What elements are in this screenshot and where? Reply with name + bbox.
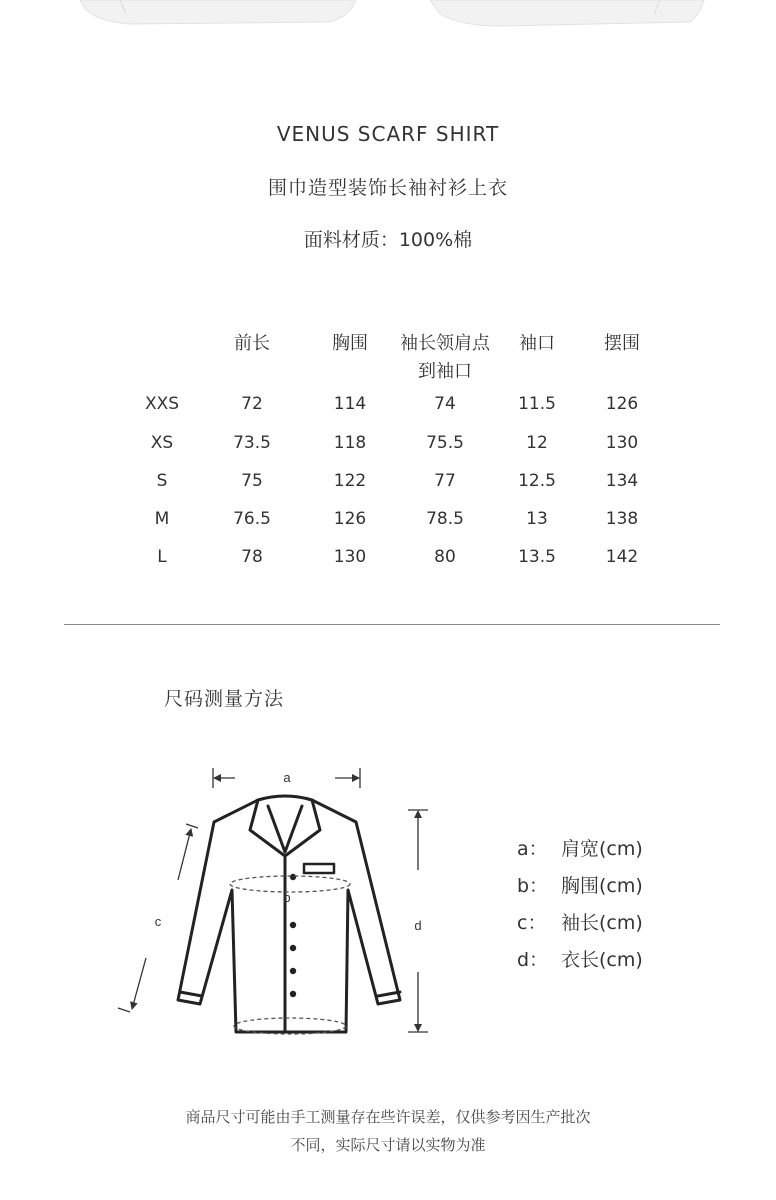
legend-item-d: d： 衣长(cm) <box>517 949 643 971</box>
measurement-title: 尺码测量方法 <box>164 688 285 710</box>
table-cell: 74 <box>434 394 456 414</box>
label-d: d <box>414 918 422 933</box>
table-cell: 134 <box>605 471 639 491</box>
legend-item-a: a： 肩宽(cm) <box>517 838 643 860</box>
table-cell: 11.5 <box>518 394 556 414</box>
size-label: L <box>157 547 167 567</box>
product-material: 面料材质：100%棉 <box>303 229 473 251</box>
size-label: XS <box>150 433 174 453</box>
footnote-line-1: 商品尺寸可能由手工测量存在些许误差，仅供参考因生产批次 <box>185 1108 591 1126</box>
size-label: XXS <box>144 394 180 414</box>
table-cell: 122 <box>333 471 367 491</box>
table-cell: 118 <box>333 433 367 453</box>
table-cell: 13 <box>526 509 548 529</box>
table-cell: 126 <box>333 509 367 529</box>
table-cell: 130 <box>605 433 639 453</box>
column-header-hem: 摆围 <box>604 333 640 354</box>
section-divider <box>64 624 720 625</box>
shirt-measurement-diagram <box>110 760 450 1050</box>
column-header-sleeve-length: 袖长领肩点 到袖口 <box>400 333 490 382</box>
table-cell: 13.5 <box>518 547 556 567</box>
table-cell: 12 <box>526 433 548 453</box>
label-c: c <box>154 914 162 929</box>
size-label: S <box>156 471 168 491</box>
column-header-cuff: 袖口 <box>519 333 555 354</box>
label-b: b <box>283 890 291 905</box>
legend-item-b: b： 胸围(cm) <box>517 875 643 897</box>
table-cell: 12.5 <box>518 471 556 491</box>
table-cell: 78.5 <box>426 509 464 529</box>
table-cell: 142 <box>605 547 639 567</box>
legend-item-c: c： 袖长(cm) <box>517 912 643 934</box>
table-cell: 80 <box>434 547 456 567</box>
column-header-front-length: 前长 <box>234 333 270 354</box>
table-cell: 75.5 <box>426 433 464 453</box>
product-name-en: VENUS SCARF SHIRT <box>276 122 500 146</box>
product-photo-strip <box>0 0 776 40</box>
footnote-line-2: 不同，实际尺寸请以实物为准 <box>290 1136 486 1154</box>
table-cell: 76.5 <box>233 509 271 529</box>
table-cell: 138 <box>605 509 639 529</box>
table-cell: 130 <box>333 547 367 567</box>
table-cell: 126 <box>605 394 639 414</box>
table-cell: 75 <box>241 471 263 491</box>
table-cell: 77 <box>434 471 456 491</box>
table-cell: 114 <box>333 394 367 414</box>
column-header-chest: 胸围 <box>332 333 368 354</box>
table-cell: 78 <box>241 547 263 567</box>
table-cell: 73.5 <box>233 433 271 453</box>
product-name-cn: 围巾造型装饰长袖衬衫上衣 <box>267 177 508 199</box>
table-cell: 72 <box>241 394 263 414</box>
size-label: M <box>154 509 170 529</box>
label-a: a <box>283 770 291 785</box>
